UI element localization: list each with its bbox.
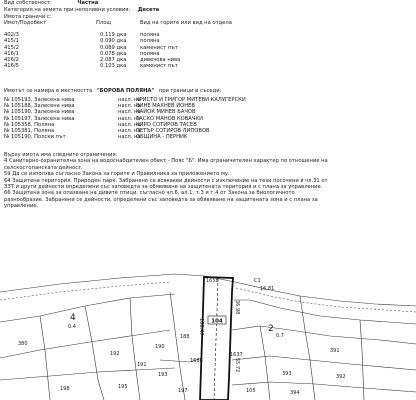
row-type: поляна (140, 32, 160, 39)
dimension-label: 105 (246, 388, 256, 394)
row-id: 402/3 (4, 32, 19, 39)
parcel-number: 195 (118, 384, 128, 390)
note-line: 4 Санитарно-охранителна зона на водоснабдителен обект - Пояс "Б". Има ограничителен характер по отношение на (4, 158, 328, 165)
neighbor-owner: КАЙОК МИНЕВ БАЧОВ (136, 109, 196, 116)
boundary-line (40, 316, 50, 400)
boundary-line (170, 292, 185, 400)
neighbor-relation: насл. на (118, 103, 141, 110)
row-area: 0.103 дка (100, 63, 127, 70)
neighbor-parcel: № 105190, Полски път (4, 134, 66, 141)
note-line: разнообразие. Забранени се дейности, определени със заповедта за обявяване на защитената зона и с плана за (4, 196, 318, 203)
ownership-value: Частна (77, 0, 99, 6)
neighbor-parcel: № 105381, Поляна (4, 127, 55, 134)
boundary-line (130, 298, 140, 400)
parcel-number: 191 (137, 362, 147, 368)
boundary-line (232, 356, 416, 373)
neighbor-relation: насл. на (118, 115, 141, 122)
dimension-label: 16.81 (260, 286, 275, 292)
boundary-line (234, 300, 416, 324)
boundary-line (0, 274, 205, 292)
parcel-number: 192 (110, 351, 120, 357)
row-id: 415/1 (4, 38, 19, 45)
row-area: 2.087 дка (100, 56, 127, 63)
neighbor-owner: ОБЩИНА - ПЕРНИК (136, 134, 188, 141)
main-parcel-number: 104 (211, 318, 223, 325)
point-label: 1658 (206, 278, 219, 284)
row-id: 416/5 (4, 63, 19, 70)
category-value: Десета (137, 7, 160, 13)
neighbor-relation: насл. на (118, 97, 141, 103)
row-type: поляна (140, 50, 160, 57)
col-header-area: Площ (96, 20, 112, 26)
parcel-number: 190 (155, 344, 165, 350)
boundary-line (85, 306, 104, 400)
dimension-label: 36.98 (234, 300, 240, 315)
neighbor-relation: насл. на (118, 127, 141, 134)
boundary-line (260, 326, 270, 400)
point-label: 1688 (190, 358, 203, 364)
dashed-lines (0, 282, 416, 315)
boundary-line (0, 368, 175, 380)
row-type: поляна (140, 38, 160, 45)
parcel-number: 188 (180, 334, 190, 340)
row-id: 416/1 (4, 50, 19, 57)
col-header-id: Имот/Подобект (4, 20, 47, 26)
parcel-boundaries (0, 274, 416, 400)
main-parcel-outline (200, 277, 233, 400)
parcel-number: 2 (268, 324, 274, 334)
borders-intro: Имота граничи с: (4, 14, 52, 20)
row-type: каменист път (140, 44, 178, 51)
parcel-number: 391 (330, 348, 340, 354)
neighbor-parcel: № 105197, Залесена нива (4, 115, 75, 122)
neighbor-owner: ХРИСТО И ГРИГОР МИТЕВИ КАЛУГЕРСКИ (136, 97, 246, 103)
col-header-type: Вид на горите или вид на отдела (140, 20, 232, 26)
row-area: 0.078 дка (100, 50, 127, 57)
note-line: ЗЗТ и други дейности определени със заповедта за обявяване на защитената територия и с плана за управление. (4, 183, 323, 190)
location-suffix: при граници и съседи: (158, 88, 222, 94)
boundary-line (232, 326, 416, 344)
row-type: каменист път (140, 63, 178, 70)
boundary-line (232, 382, 416, 392)
parcel-number: 4 (70, 313, 76, 323)
neighbor-parcel: № 105358, Поляна (4, 121, 55, 128)
parcel-number: 197 (178, 388, 188, 394)
inner-dashed-line (214, 278, 218, 400)
parcel-number: 198 (60, 386, 70, 392)
row-type: дивечова нива (140, 56, 181, 63)
neighbor-parcel: № 105190, Залесена нива (4, 109, 75, 116)
neighbor-parcel: № 105188, Залесена нива (4, 103, 75, 110)
note-line: 64 Защитена територия. Природен парк. Забранено се всякакви дейности с изключение на тези посочени в чл.31 от (4, 177, 328, 184)
dimension-label: 186.47 (198, 318, 204, 336)
category-label: Категория на земята при неполивни условия: (4, 7, 131, 13)
row-area: 0.119 дка (100, 32, 127, 39)
row-area: 0.089 дка (100, 44, 127, 51)
neighbor-relation: насл. на (118, 134, 141, 141)
note-line: Върху имота има следните ограничения: (4, 152, 118, 158)
neighbor-owner: ПЕТЪР СОТИРОВ ЛИПОВОВ (136, 127, 210, 134)
parcel-number: 193 (158, 372, 168, 378)
row-id: 415/2 (4, 44, 19, 51)
ownership-label: Вид собственост: (4, 0, 52, 6)
parcel-number: 380 (18, 341, 28, 347)
note-line: 59 Да се използва съгласно Закона за горите и Правилника за приложението му. (4, 171, 230, 178)
parcel-number: 392 (336, 374, 346, 380)
dashed-boundary (0, 282, 170, 300)
neighbor-owner: КИРО СОТИРОВ ТАСЕВ (136, 121, 197, 128)
dimension-label: 55.72 (234, 358, 240, 373)
parcel-number: 393 (282, 371, 292, 377)
neighbor-relation: насл. на (118, 109, 141, 116)
row-id: 416/2 (4, 56, 19, 63)
location-name: "БОРОВА ПОЛЯНА" (96, 88, 155, 94)
parcel-number: 394 (290, 390, 300, 396)
note-line: управление. (4, 203, 39, 210)
parcel-sub-label: 0.4 (68, 324, 76, 330)
row-area: 0.090 дка (100, 38, 127, 45)
point-label: 1637 (230, 352, 243, 358)
neighbor-parcel: № 105193, Залесена нива (4, 97, 75, 103)
boundary-line (300, 296, 315, 400)
note-line: селскостопанската дейност. (4, 164, 83, 171)
note-line: 66 Защитена зона за опазване на дивите птици, съгласно чл.6, ал.1, т.3 и т.4 от Закона за биологичното (4, 190, 295, 197)
neighbor-owner: ВИНЕ МАХНЕВ ЙОНЕВ (136, 103, 195, 110)
location-prefix: Имотът се намира в местността (4, 88, 93, 94)
point-label: С1 (254, 278, 261, 284)
neighbor-relation: насл. на (118, 121, 141, 128)
parcel-sub-label: 0.7 (276, 333, 284, 339)
neighbor-owner: ТАСКО МАНОВ КОВАЧКИ (136, 115, 203, 122)
